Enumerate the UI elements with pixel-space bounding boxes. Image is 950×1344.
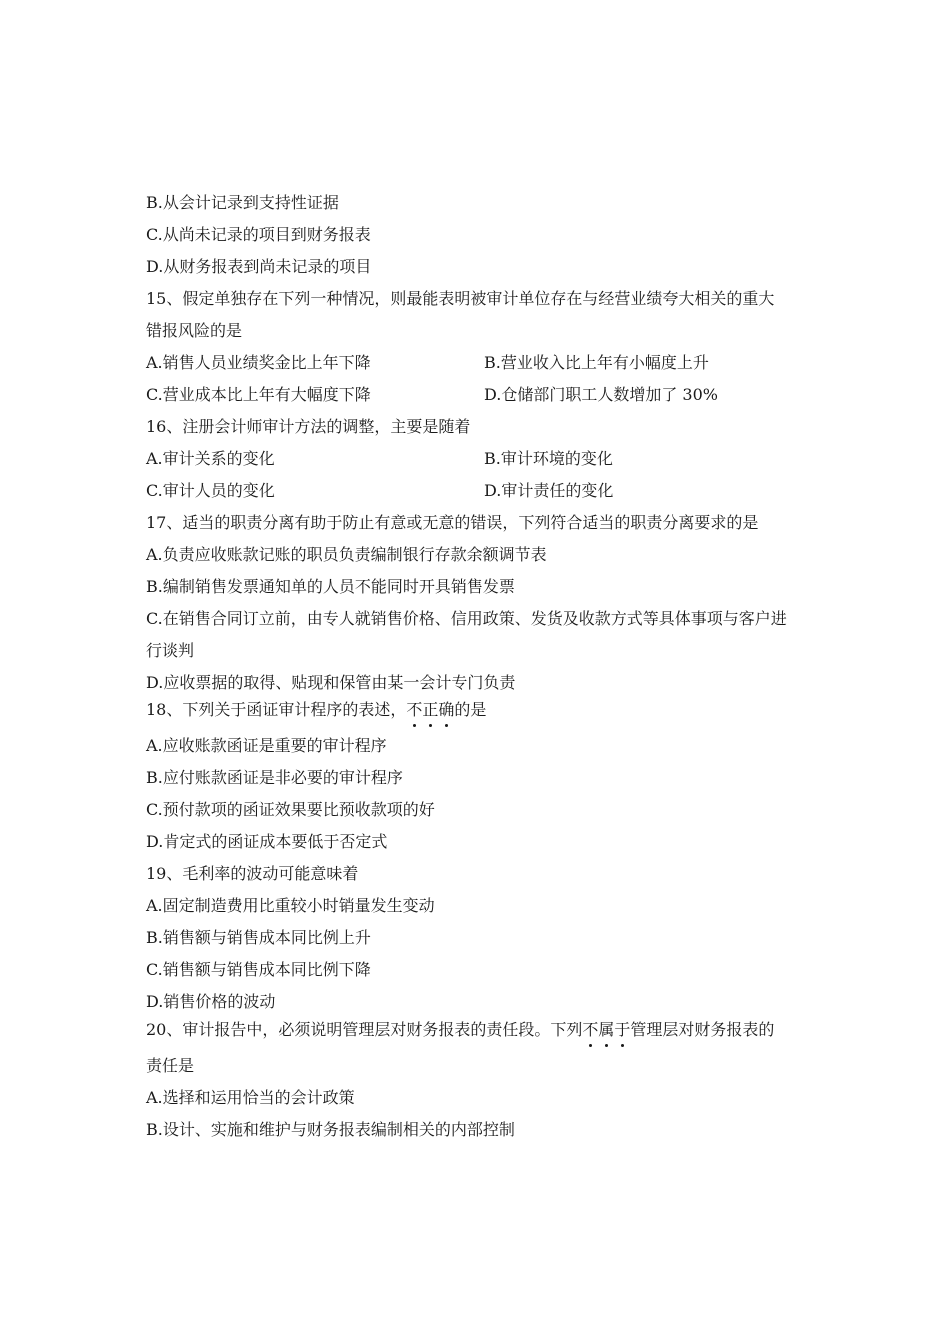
q18-option-c: C.预付款项的函证效果要比预收款项的好: [146, 800, 435, 819]
q17-option-b: B.编制销售发票通知单的人员不能同时开具销售发票: [146, 577, 515, 596]
q16-option-d: D.审计责任的变化: [484, 481, 614, 500]
q20-stem-line-2: 责任是: [146, 1056, 195, 1075]
emphasis-dot-char: 确: [438, 700, 455, 719]
q19-option-a: A.固定制造费用比重较小时销量发生变动: [146, 896, 435, 915]
q18-option-a: A.应收账款函证是重要的审计程序: [146, 736, 387, 755]
emphasis-dot-char: 不: [582, 1020, 599, 1039]
q16-option-a: A.审计关系的变化: [146, 449, 275, 468]
q18-option-b: B.应付账款函证是非必要的审计程序: [146, 768, 403, 787]
q15-option-d: D.仓储部门职工人数增加了 30%: [484, 385, 718, 404]
q17-option-c-line-1: C.在销售合同订立前，由专人就销售价格、信用政策、发货及收款方式等具体事项与客户进: [146, 609, 787, 628]
q17-option-a: A.负责应收账款记账的职员负责编制银行存款余额调节表: [146, 545, 547, 564]
q19-option-c: C.销售额与销售成本同比例下降: [146, 960, 371, 979]
q19-option-d: D.销售价格的波动: [146, 992, 276, 1011]
q20-option-a: A.选择和运用恰当的会计政策: [146, 1088, 355, 1107]
emphasis-dot-char: 属: [598, 1020, 615, 1039]
q16-option-c: C.审计人员的变化: [146, 481, 275, 500]
q20-option-b: B.设计、实施和维护与财务报表编制相关的内部控制: [146, 1120, 515, 1139]
q19-option-b: B.销售额与销售成本同比例上升: [146, 928, 371, 947]
q14-option-c: C.从尚未记录的项目到财务报表: [146, 225, 371, 244]
q17-stem: 17、适当的职责分离有助于防止有意或无意的错误，下列符合适当的职责分离要求的是: [146, 513, 759, 532]
q16-option-b: B.审计环境的变化: [484, 449, 613, 468]
emphasis-dot-char: 于: [614, 1020, 631, 1039]
q19-stem: 19、毛利率的波动可能意味着: [146, 864, 359, 883]
q15-option-a: A.销售人员业绩奖金比上年下降: [146, 353, 371, 372]
q17-option-d: D.应收票据的取得、贴现和保管由某一会计专门负责: [146, 673, 516, 692]
q15-stem-line-2: 错报风险的是: [146, 321, 243, 340]
q14-option-b: B.从会计记录到支持性证据: [146, 193, 339, 212]
q18-stem: [146, 700, 910, 720]
q17-option-c-line-2: 行谈判: [146, 641, 195, 660]
q15-stem-line-1: 15、假定单独存在下列一种情况，则最能表明被审计单位存在与经营业绩夸大相关的重大: [146, 289, 775, 308]
q15-option-c: C.营业成本比上年有大幅度下降: [146, 385, 371, 404]
q15-option-b: B.营业收入比上年有小幅度上升: [484, 353, 709, 372]
emphasis-dot-char: 正: [422, 700, 439, 719]
q18-stem-before: 18、下列关于函证审计程序的表述，: [146, 700, 407, 719]
q20-stem-after: 管理层对财务报表的: [630, 1020, 775, 1039]
q18-stem-after: 的是: [454, 700, 487, 719]
q14-option-d: D.从财务报表到尚未记录的项目: [146, 257, 372, 276]
q20-stem-line-1: [146, 1020, 910, 1040]
emphasis-dot-char: 不: [406, 700, 423, 719]
q18-option-d: D.肯定式的函证成本要低于否定式: [146, 832, 388, 851]
q20-stem-before: 20、审计报告中，必须说明管理层对财务报表的责任段。下列: [146, 1020, 583, 1039]
q16-stem: 16、注册会计师审计方法的调整，主要是随着: [146, 417, 471, 436]
